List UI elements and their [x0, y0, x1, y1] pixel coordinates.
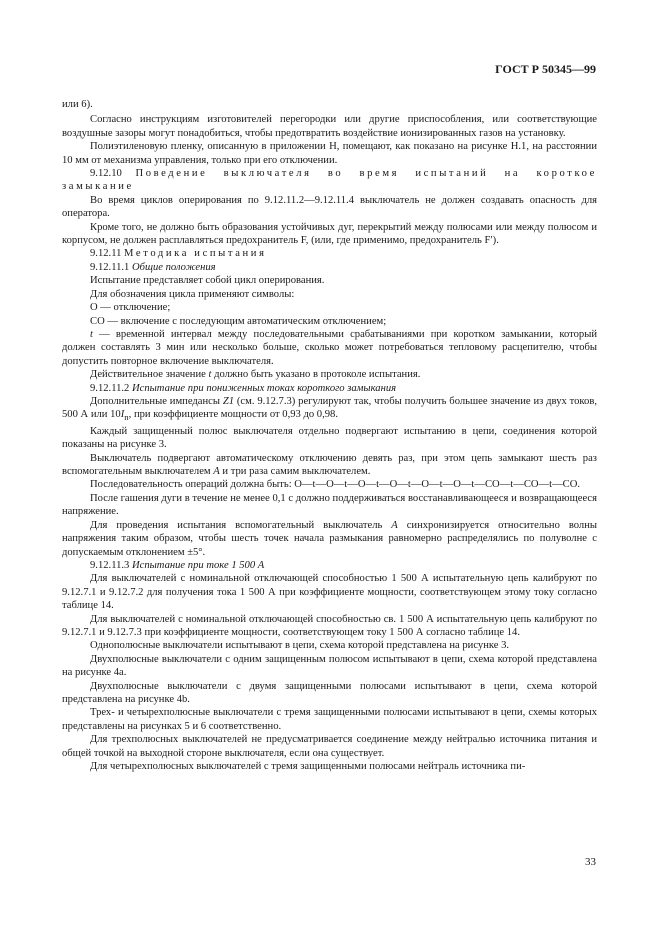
paragraph — [62, 288, 597, 301]
text-run: Поведение выключателя во время испытаний на короткое замыкание — [62, 168, 597, 193]
text-run: Полиэтиленовую пленку, описанную в приложении Н, помещают, как показано на рисунке Н.1, на расстоянии 10 мм от механизма управления, только при его отключении. — [62, 141, 597, 166]
text-run: Трех- и четырехполюсные выключатели с тремя защищенными полюсами испытывают в цепи, схемы которых представлены на рисунках 5 и 6 соответственно. — [62, 707, 597, 732]
page-body — [62, 98, 597, 773]
paragraph — [62, 613, 597, 640]
paragraph — [62, 301, 597, 314]
text-run: Испытание при токе 1 500 А — [131, 559, 265, 571]
text-run: n — [124, 412, 129, 423]
paragraph — [62, 140, 597, 167]
paragraph — [62, 395, 597, 425]
text-run: Во время циклов оперирования по 9.12.11.2—9.12.11.4 выключатель не должен создавать опасность для оператора. — [62, 194, 597, 220]
text-run: Кроме того, не должно быть образования устойчивых дуг, перекрытий между полюсами или между полюсом и корпусом, не должен расплавляться предохранитель F, (или, где применимо, предохранитель F′). — [62, 221, 597, 247]
text-run: О — отключение; — [90, 302, 171, 314]
text-run: t — [90, 328, 93, 340]
paragraph — [62, 706, 597, 733]
paragraph — [62, 261, 597, 274]
text-run: Для четырехполюсных выключателей с тремя защищенными полюсами нейтраль источника пи- — [90, 761, 526, 773]
paragraph — [62, 368, 597, 381]
paragraph — [62, 425, 597, 452]
paragraph — [62, 247, 597, 260]
paragraph — [62, 221, 597, 248]
text-run: 9.12.11.1 — [90, 261, 132, 273]
text-run: Z1 — [222, 395, 235, 407]
text-run: — временной интервал между последовательными срабатываниями при коротком замыкании, который должен составлять 3 мин или несколько больше, сколько может потребоваться тепловому расцепителю, чтобы допустить повторное включение выключателя. — [62, 328, 597, 367]
text-run: Выключатель подвергают автоматическому отключению девять раз, при этом цепь замыкают шесть раз вспомогательным выключателем — [62, 452, 597, 478]
text-run: 9.12.11 — [90, 248, 125, 260]
text-run: Общие положения — [131, 261, 216, 273]
text-run: должно быть указано в протоколе испытания. — [211, 369, 421, 381]
document-header: ГОСТ Р 50345—99 — [495, 62, 596, 76]
text-run: Однополюсные выключатели испытывают в цепи, схема которой представлена на рисунке 3. — [90, 640, 510, 652]
paragraph — [62, 519, 597, 559]
text-run: СО — включение с последующим автоматическим отключением; — [90, 315, 387, 327]
paragraph — [62, 680, 597, 707]
text-run: Методика испытания — [124, 248, 267, 260]
paragraph — [62, 452, 597, 479]
paragraph — [62, 733, 597, 760]
paragraph — [62, 382, 597, 395]
paragraph — [62, 572, 597, 612]
text-run: синхронизируется относительно волны напряжения таким образом, чтобы шесть точек начала размыкания равномерно распределялись по полуволне с допускаемым отклонением ±5°. — [62, 519, 597, 558]
paragraph — [62, 274, 597, 287]
paragraph — [62, 315, 597, 328]
text-run: 9.12.10 — [90, 168, 136, 180]
paragraph — [62, 492, 597, 519]
paragraph — [62, 559, 597, 572]
paragraph — [62, 328, 597, 368]
text-run: I — [120, 409, 125, 421]
text-run: (см. 9.12.7.3) регулируют так, чтобы получить большее значение из двух токов, 500 А или 10 — [62, 395, 597, 421]
text-run: Последовательность операций должна быть: О—t—О—t—О—t—О—t—О—t—О—t—СО—t—СО—t—СО. — [90, 479, 581, 491]
text-run: Согласно инструкциям изготовителей перегородки или другие приспособления, или соответствующие воздушные зазоры могут понадобиться, чтобы предотвратить воздействие ионизированных газов на установку. — [62, 114, 597, 139]
text-run: Для выключателей с номинальной отключающей способностью св. 1 500 А испытательную цепь калибруют по 9.12.7.1 и 9.12.7.3 при коэффициенте мощности, соответствующем току 1 500 А согласно таблице 14. — [62, 613, 597, 638]
paragraph — [62, 167, 597, 194]
page-number: 33 — [585, 856, 596, 868]
text-run: Двухполюсные выключатели с двумя защищенными полюсами испытывают в цепи, схема которой представлена на рисунке 4b. — [62, 680, 597, 705]
text-run: и три раза самим выключателем. — [219, 466, 371, 478]
paragraph — [62, 113, 597, 140]
paragraph — [62, 639, 597, 652]
text-run: Для выключателей с номинальной отключающей способностью 1 500 А испытательную цепь калибруют по 9.12.7.1 и 9.12.7.2 для получения тока 1 500 А при коэффициенте мощности, соответствующем этому току согласно таблице 14. — [62, 573, 597, 612]
paragraph — [62, 98, 597, 111]
text-run: Испытание при пониженных токах короткого замыкания — [131, 382, 397, 394]
text-run: t — [208, 369, 212, 381]
text-run: 9.12.11.2 — [90, 382, 132, 394]
text-run: Двухполюсные выключатели с одним защищенным полюсом испытывают в цепи, схема которой представлена на рисунке 4а. — [62, 653, 597, 679]
text-run: или 6). — [62, 99, 93, 110]
paragraph — [62, 760, 597, 773]
paragraph — [62, 653, 597, 680]
text-run: , при коэффициенте мощности от 0,93 до 0,98. — [128, 409, 338, 421]
paragraph — [62, 478, 597, 491]
text-run: Каждый защищенный полюс выключателя отдельно подвергают испытанию в цепи, соединения которой показаны на рисунке 3. — [62, 425, 597, 451]
text-run: После гашения дуги в течение не менее 0,1 с должно поддерживаться восстанавливающееся и возвращающееся напряжение. — [62, 492, 597, 518]
text-run: Дополнительные импедансы — [90, 395, 223, 407]
paragraph — [62, 194, 597, 221]
text-run: Для трехполюсных выключателей не предусматривается соединение между нейтралью источника питания и общей точкой на выходной стороне выключателя, если она существует. — [62, 734, 597, 759]
text-run: 9.12.11.3 — [90, 559, 132, 571]
text-run: Действительное значение — [90, 369, 209, 381]
text-run: Для обозначения цикла применяют символы: — [90, 288, 295, 300]
text-run: Для проведения испытания вспомогательный выключатель — [90, 519, 392, 531]
text-run: Испытание представляет собой цикл оперирования. — [90, 275, 325, 287]
text-run: A — [391, 519, 398, 531]
text-run: A — [213, 466, 220, 478]
